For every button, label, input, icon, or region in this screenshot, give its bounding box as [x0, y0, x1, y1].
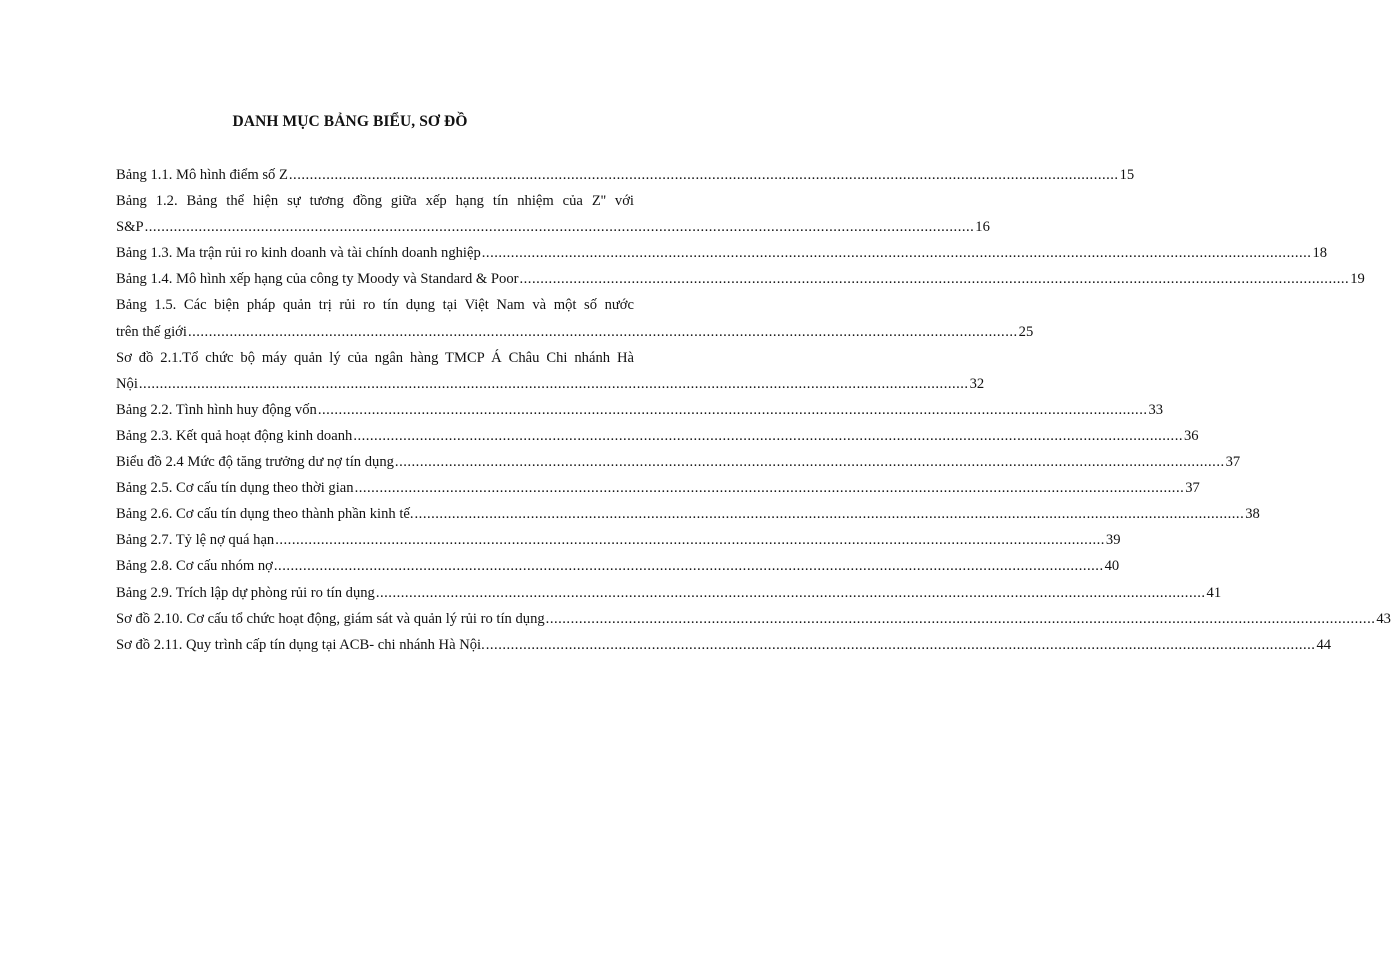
toc-entry-text: Bảng 2.9. Trích lập dự phòng rủi ro tín dụng: [116, 584, 375, 601]
dot-leader: ........................................................................................................................................................................................................: [273, 558, 1104, 575]
toc-entry-text: Bảng 2.8. Cơ cấu nhóm nợ: [116, 558, 273, 575]
toc-entry-line: [116, 371, 985, 397]
toc-entry-text: Bảng 2.6. Cơ cấu tín dụng theo thành phần kinh tế.: [116, 506, 414, 523]
page-title: DANH MỤC BẢNG BIỂU, SƠ ĐỒ: [232, 113, 468, 130]
toc-entry-text: trên thế giới: [116, 323, 187, 340]
toc-page-number: 33: [1148, 401, 1164, 418]
toc-page-number: 25: [1018, 323, 1034, 340]
toc-entry-line: [116, 632, 1332, 658]
toc-entry-line: [116, 188, 634, 214]
toc-entry: [116, 449, 1241, 475]
toc-entry-line: [116, 501, 1260, 527]
toc-entry: [116, 345, 985, 397]
toc-entry-line: [116, 553, 1120, 579]
toc-entry-text: Bảng 2.5. Cơ cấu tín dụng theo thời gian: [116, 480, 354, 497]
toc-entry: [116, 606, 1391, 632]
toc-entry: [116, 475, 1200, 501]
toc-entry-line: [116, 397, 1164, 423]
toc-entry: [116, 580, 1222, 606]
toc-entry-line: [116, 214, 990, 240]
dot-leader: ........................................................................................................................................................................................................: [138, 375, 969, 392]
toc-page-number: 43: [1376, 610, 1391, 627]
toc-entry: [116, 397, 1164, 423]
toc-entry: [116, 292, 1034, 344]
toc-page-number: 32: [969, 375, 985, 392]
toc-entry-line: [116, 527, 1121, 553]
toc-page-number: 15: [1119, 167, 1135, 183]
toc-entry: [116, 162, 1135, 188]
toc-entry-text: Bảng 2.3. Kết quả hoạt động kinh doanh: [116, 427, 353, 444]
toc-page-number: 38: [1245, 506, 1260, 523]
toc-entry-line: [116, 345, 634, 371]
dot-leader: ........................................................................................................................................................................................................: [288, 167, 1119, 183]
toc-entry-text: Bảng 2.2. Tình hình huy động vốn: [116, 401, 317, 418]
dot-leader: ........................................................................................................................................................................................................: [414, 506, 1245, 523]
toc-entry-line: [116, 292, 634, 318]
toc-entry-text: Bảng 1.5. Các biện pháp quản trị rủi ro tín dụng tại Việt Nam và một số nước: [116, 297, 634, 314]
toc-entry: [116, 501, 1260, 527]
toc-page-number: 37: [1185, 480, 1200, 497]
toc-entry-line: [116, 606, 1391, 632]
toc-entry-text: Bảng 1.1. Mô hình điểm số Z: [116, 167, 288, 183]
toc-page-number: 39: [1105, 532, 1121, 549]
toc-entry-line: [116, 580, 1222, 606]
toc-entry: [116, 188, 990, 240]
dot-leader: ........................................................................................................................................................................................................: [485, 636, 1316, 653]
dot-leader: ........................................................................................................................................................................................................: [375, 584, 1206, 601]
toc-entry-text: Bảng 2.7. Tỷ lệ nợ quá hạn: [116, 532, 275, 549]
dot-leader: ........................................................................................................................................................................................................: [354, 480, 1185, 497]
toc-entry: [116, 266, 1365, 292]
dot-leader: ........................................................................................................................................................................................................: [519, 271, 1350, 288]
dot-leader: ........................................................................................................................................................................................................: [275, 532, 1105, 549]
toc-entry-line: [116, 449, 1241, 475]
dot-leader: ........................................................................................................................................................................................................: [394, 454, 1225, 471]
toc-entry-text: Bảng 1.3. Ma trận rủi ro kinh doanh và tài chính doanh nghiệp: [116, 245, 481, 262]
toc-entry-line: [116, 266, 1365, 292]
dot-leader: ........................................................................................................................................................................................................: [353, 427, 1183, 444]
dot-leader: ........................................................................................................................................................................................................: [187, 323, 1018, 340]
toc-entry-line: [116, 475, 1200, 501]
toc-page-number: 37: [1225, 454, 1241, 471]
toc-entry: [116, 240, 1328, 266]
toc-entry: [116, 527, 1121, 553]
dot-leader: ........................................................................................................................................................................................................: [481, 245, 1312, 262]
dot-leader: ........................................................................................................................................................................................................: [144, 219, 975, 236]
toc-entry: [116, 423, 1199, 449]
toc-entry-line: [116, 319, 1034, 345]
toc-entry-line: [116, 240, 1328, 266]
toc-entry-text: Bảng 1.2. Bảng thể hiện sự tương đồng giữa xếp hạng tín nhiệm của Z'' với: [116, 193, 634, 210]
dot-leader: ........................................................................................................................................................................................................: [545, 610, 1376, 627]
toc-entry-text: Sơ đồ 2.10. Cơ cấu tổ chức hoạt động, giám sát và quản lý rủi ro tín dụng: [116, 610, 545, 627]
toc-entry-text: Sơ đồ 2.1.Tổ chức bộ máy quản lý của ngân hàng TMCP Á Châu Chi nhánh Hà: [116, 349, 634, 366]
toc-entry-text: Sơ đồ 2.11. Quy trình cấp tín dụng tại ACB- chi nhánh Hà Nội.: [116, 636, 485, 653]
toc-page-number: 44: [1316, 636, 1332, 653]
toc-entry-text: S&P: [116, 219, 144, 236]
toc-entry-line: [116, 423, 1199, 449]
toc-entry: [116, 553, 1120, 579]
toc-entry-text: Bảng 1.4. Mô hình xếp hạng của công ty Moody và Standard & Poor: [116, 271, 519, 288]
toc-page-number: 40: [1104, 558, 1120, 575]
dot-leader: ........................................................................................................................................................................................................: [317, 401, 1148, 418]
toc-entry-text: Nội: [116, 375, 138, 392]
toc-page-number: 19: [1350, 271, 1365, 288]
toc-entry-text: Biểu đồ 2.4 Mức độ tăng trưởng dư nợ tín dụng: [116, 454, 394, 471]
toc-page-number: 16: [975, 219, 990, 236]
toc-entry-line: [116, 162, 1135, 188]
toc-page-number: 36: [1184, 427, 1199, 444]
toc-entry: [116, 632, 1332, 658]
toc-page-number: 41: [1206, 584, 1222, 601]
table-of-figures: [116, 162, 1391, 658]
toc-page-number: 18: [1312, 245, 1328, 262]
